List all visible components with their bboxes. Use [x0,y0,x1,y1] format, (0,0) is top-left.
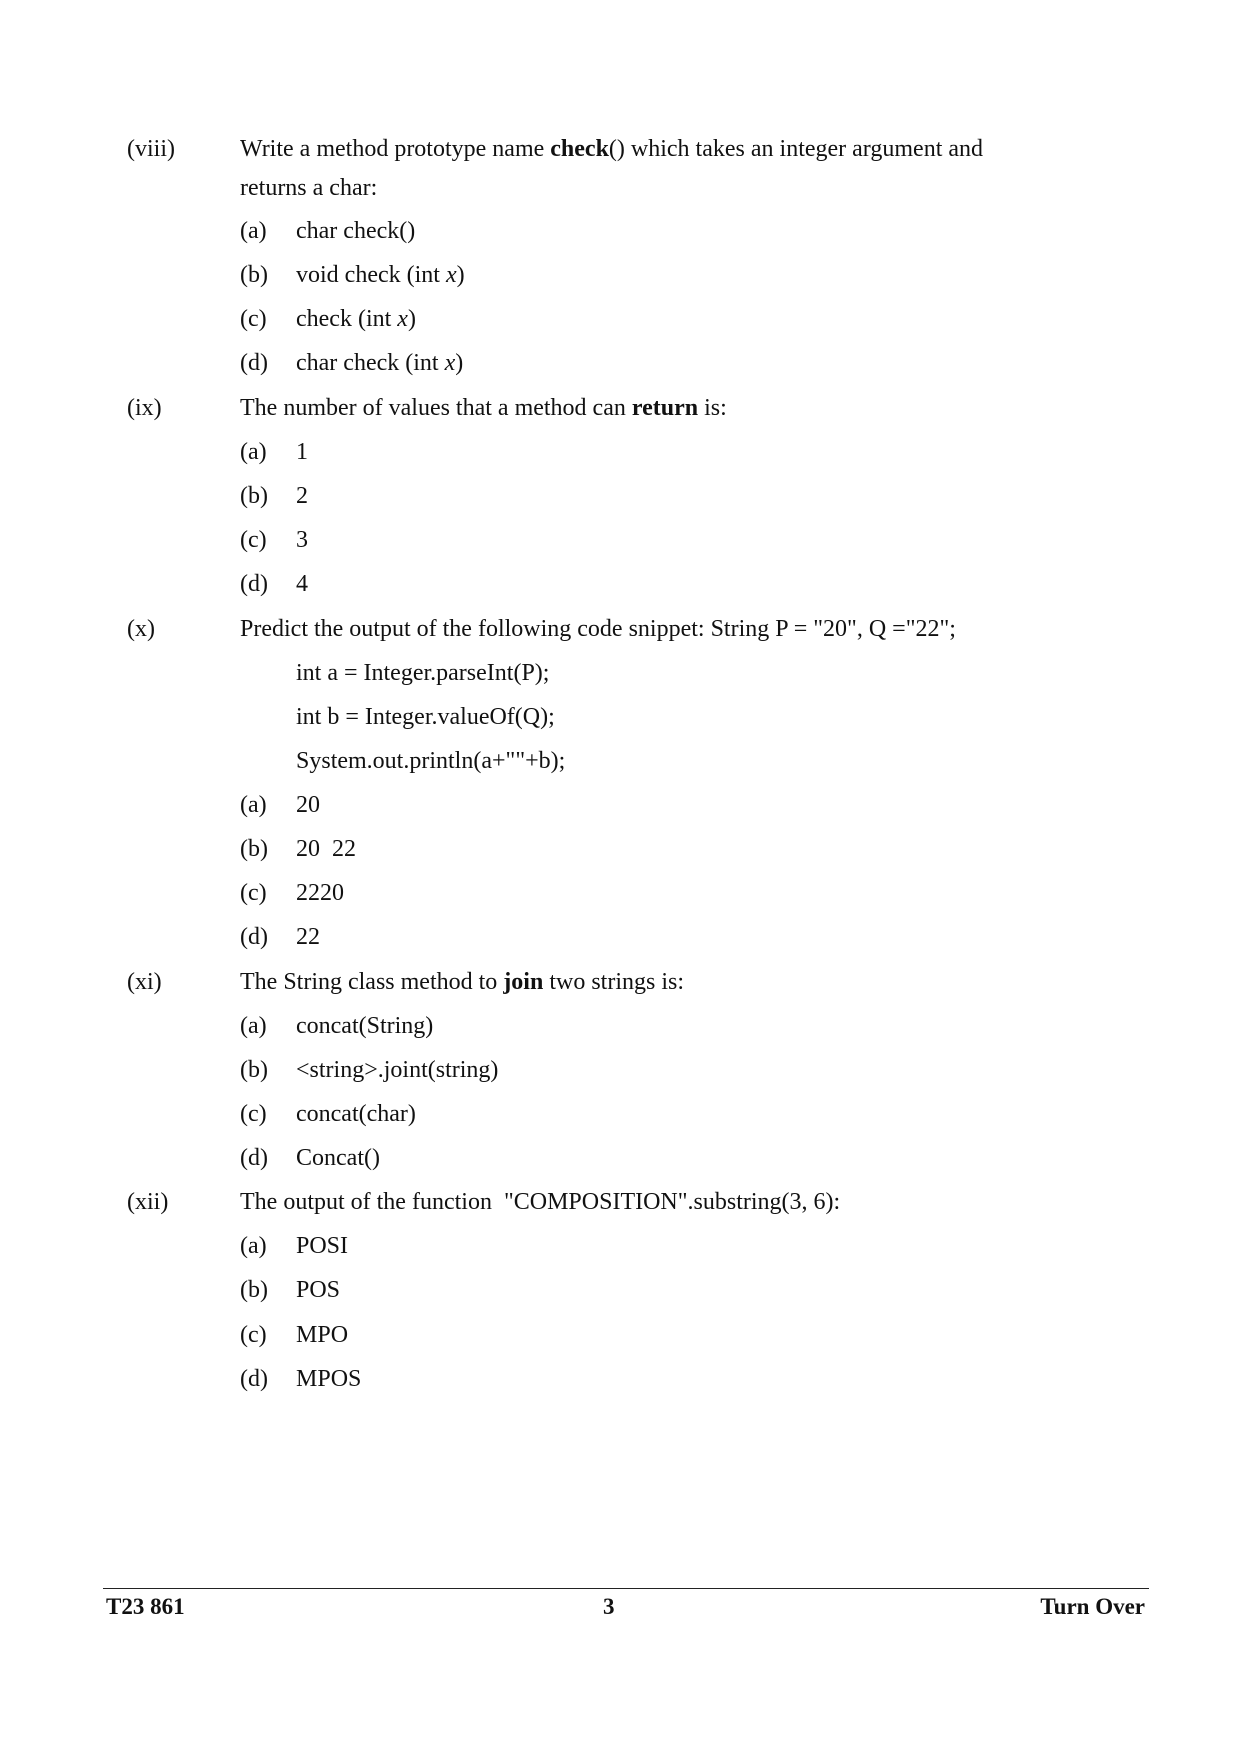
option-label: (b) [240,262,268,288]
option-label: (c) [240,306,267,332]
option-text: 20 [296,792,320,818]
option-text: POS [296,1277,341,1303]
question-stem: The number of values that a method can return is: [240,395,727,421]
option-label: (a) [240,1233,267,1259]
option-label: (a) [240,439,267,465]
option-label: (a) [240,218,267,244]
option-text: void check (int x) [296,262,465,288]
question-stem: Predict the output of the following code snippet: String P = "20", Q ="22"; [240,616,956,642]
footer-rule [103,1588,1149,1589]
option-label: (d) [240,1366,268,1392]
option-label: (d) [240,1145,268,1171]
option-label: (d) [240,350,268,376]
question-number: (xii) [127,1189,169,1215]
option-label: (c) [240,1322,267,1348]
option-text: concat(char) [296,1101,416,1127]
option-label: (c) [240,880,267,906]
option-label: (b) [240,1277,268,1303]
code-line: int b = Integer.valueOf(Q); [296,704,555,730]
page-number: 3 [603,1594,615,1619]
option-text: MPOS [296,1366,362,1392]
option-text: 1 [296,439,308,465]
option-text: 3 [296,527,308,553]
question-number: (x) [127,616,155,642]
option-text: 4 [296,571,308,597]
option-label: (d) [240,924,268,950]
option-text: 20 22 [296,836,356,862]
option-label: (b) [240,483,268,509]
option-label: (a) [240,792,267,818]
option-text: 2 [296,483,308,509]
question-stem: Write a method prototype name check() which takes an integer argument and [240,136,984,162]
turn-over-label: Turn Over [1040,1594,1145,1619]
option-text: Concat() [296,1145,380,1171]
option-text: char check (int x) [296,350,464,376]
option-text: 22 [296,924,320,950]
option-label: (b) [240,1057,268,1083]
option-label: (c) [240,1101,267,1127]
paper-code: T23 861 [106,1594,185,1619]
option-label: (a) [240,1013,267,1039]
option-label: (c) [240,527,267,553]
question-stem: The String class method to join two strings is: [240,969,684,995]
option-text: <string>.joint(string) [296,1057,499,1083]
code-line: int a = Integer.parseInt(P); [296,660,550,686]
question-number: (xi) [127,969,162,995]
option-text: char check() [296,218,416,244]
option-text: check (int x) [296,306,416,332]
question-number: (ix) [127,395,162,421]
option-text: MPO [296,1322,349,1348]
option-text: POSI [296,1233,349,1259]
option-text: 2220 [296,880,344,906]
option-label: (b) [240,836,268,862]
question-stem-continued: returns a char: [240,175,378,201]
question-number: (viii) [127,136,175,162]
question-stem: The output of the function "COMPOSITION".substring(3, 6): [240,1189,841,1215]
option-label: (d) [240,571,268,597]
code-line: System.out.println(a+""+b); [296,748,566,774]
option-text: concat(String) [296,1013,434,1039]
